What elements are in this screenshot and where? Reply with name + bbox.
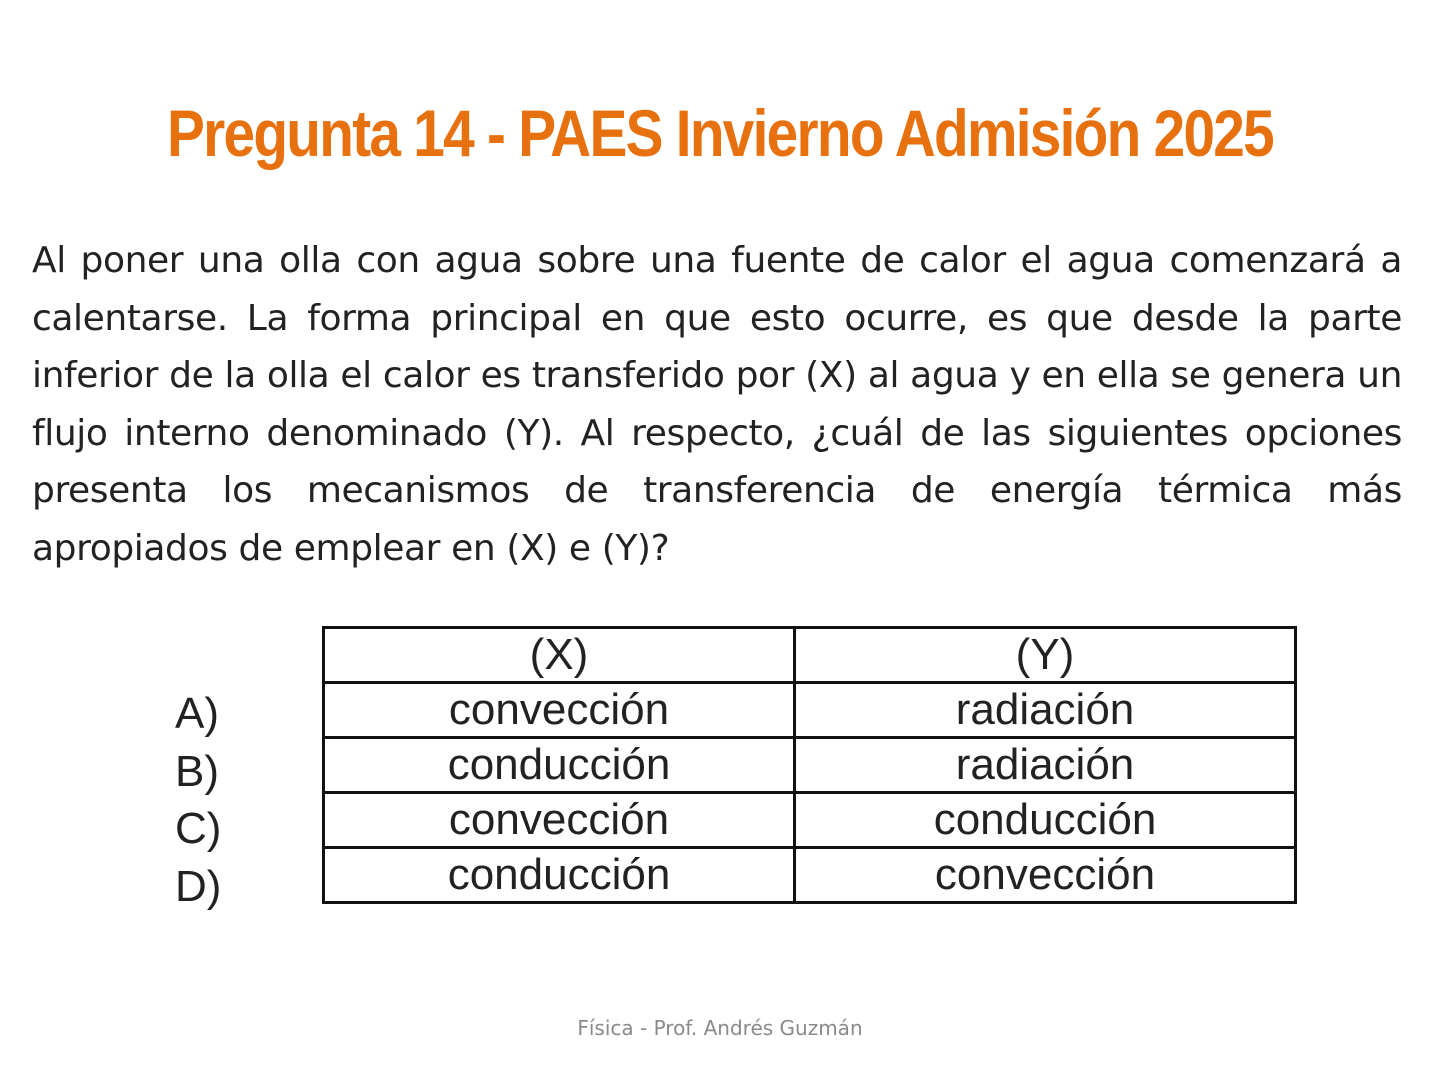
option-b-y: radiación — [795, 738, 1296, 793]
option-labels — [175, 685, 255, 915]
answer-table — [322, 626, 1297, 904]
option-a-x: convección — [324, 683, 795, 738]
table-row — [324, 793, 1296, 848]
table-row — [324, 683, 1296, 738]
option-label-b: B) — [175, 746, 219, 796]
table-header-row — [324, 628, 1296, 683]
header-x: (X) — [324, 628, 795, 683]
table-row — [324, 848, 1296, 903]
option-b-x: conducción — [324, 738, 795, 793]
table-row — [324, 738, 1296, 793]
option-c-y: conducción — [795, 793, 1296, 848]
option-d-y: convección — [795, 848, 1296, 903]
option-a-y: radiación — [795, 683, 1296, 738]
option-label-a: A) — [175, 689, 219, 738]
header-y: (Y) — [795, 628, 1296, 683]
option-d-x: conducción — [324, 848, 795, 903]
footer-credit: Física - Prof. Andrés Guzmán — [577, 1016, 863, 1040]
option-label-d: D) — [175, 861, 222, 911]
slide-title: Pregunta 14 - PAES Invierno Admisión 2025 — [166, 96, 1274, 170]
option-c-x: convección — [324, 793, 795, 848]
option-label-c: C) — [175, 804, 222, 853]
question-text: Al poner una olla con agua sobre una fuente de calor el agua comenzará a calentarse. La forma principal en que esto ocurre, es que desde la parte inferior de la olla el calor es transferido por (X) al agua y en ella se genera un flujo interno denominado (Y). Al respecto, ¿cuál de las siguientes opciones presenta los mecanismos de transferencia de energía térmica más apropiados de emplear en (X) e (Y)? — [32, 240, 1402, 569]
